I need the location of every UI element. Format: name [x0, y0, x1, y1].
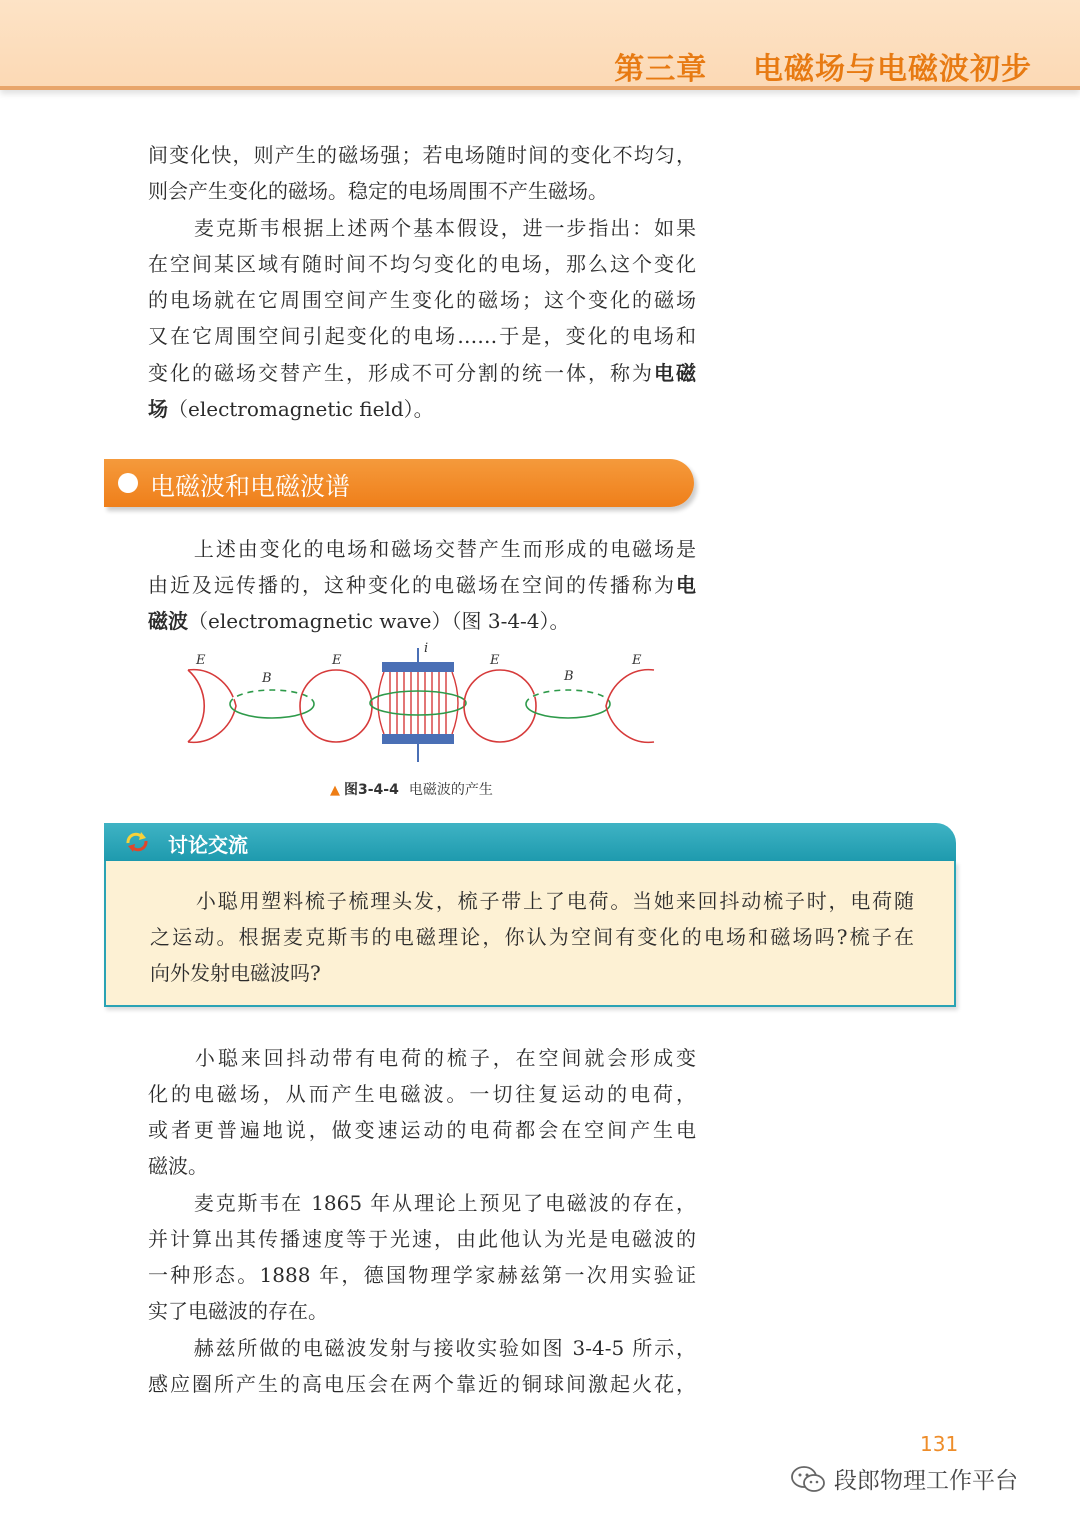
triangle-marker-icon: ▲	[330, 783, 340, 798]
figure-caption-text: 电磁波的产生	[408, 782, 493, 798]
discussion-header	[104, 823, 956, 861]
section-header	[104, 459, 694, 507]
paragraph-line: 变化的磁场交替产生，形成不可分割的统一体，称为电磁	[148, 361, 696, 385]
key-term: 电磁	[654, 361, 696, 385]
paragraph-line: 小聪来回抖动带有电荷的梳子，在空间就会形成变	[192, 1046, 696, 1070]
page-number: 131	[920, 1432, 959, 1456]
discussion-line: 小聪用塑料梳子梳理头发，梳子带上了电荷。当她来回抖动梳子时，电荷随	[194, 889, 914, 913]
watermark-text: 段郎物理工作平台	[834, 1468, 1018, 1494]
discussion-title: 讨论交流	[168, 833, 248, 857]
paragraph-line: 的电场就在它周围空间产生变化的磁场；这个变化的磁场	[148, 288, 696, 312]
paragraph-line: 间变化快，则产生的磁场强；若电场随时间的变化不均匀，	[148, 143, 696, 167]
wechat-icon	[790, 1464, 826, 1494]
chapter-title: 第三章 电磁场与电磁波初步	[614, 52, 1032, 87]
key-term: 场	[148, 397, 168, 421]
b-field-label: B	[564, 669, 574, 684]
paragraph-line: 化的电磁场，从而产生电磁波。一切往复运动的电荷，	[148, 1082, 696, 1106]
em-wave-diagram	[184, 640, 664, 770]
paragraph-line: 实了电磁波的存在。	[148, 1299, 328, 1323]
paragraph-line: 场（electromagnetic field）。	[148, 397, 434, 421]
key-term: 磁波	[148, 609, 188, 633]
paragraph-line: 一种形态。1888 年，德国物理学家赫兹第一次用实验证	[148, 1263, 696, 1287]
exchange-arrows-icon	[124, 831, 150, 853]
paragraph-line: 则会产生变化的磁场。稳定的电场周围不产生磁场。	[148, 179, 608, 203]
chapter-header-band	[0, 0, 1080, 90]
paragraph-line: 上述由变化的电场和磁场交替产生而形成的电磁场是	[192, 537, 696, 561]
electric-field-loop	[300, 670, 372, 742]
antenna-plate-bottom	[382, 734, 454, 744]
figure-number: 图3-4-4	[344, 782, 399, 798]
antenna-plate-top	[382, 662, 454, 672]
discussion-line: 之运动。根据麦克斯韦的电磁理论，你认为空间有变化的电场和磁场吗?梳子在	[150, 925, 914, 949]
e-field-label: E	[632, 653, 642, 668]
paragraph-line: 磁波。	[148, 1154, 208, 1178]
e-field-label: E	[332, 653, 342, 668]
paragraph-line: 赫兹所做的电磁波发射与接收实验如图 3-4-5 所示，	[192, 1336, 696, 1360]
discussion-box	[104, 823, 956, 1009]
paragraph-line: 感应圈所产生的高电压会在两个靠近的铜球间激起火花，	[148, 1372, 696, 1396]
e-field-label: E	[490, 653, 500, 668]
discussion-line: 向外发射电磁波吗?	[150, 961, 321, 985]
watermark	[790, 1462, 1018, 1495]
electric-field-loop	[188, 670, 204, 742]
paragraph-line: 麦克斯韦根据上述两个基本假设，进一步指出：如果	[192, 216, 696, 240]
figure-caption	[330, 779, 493, 799]
paragraph-line: 磁波（electromagnetic wave）（图 3-4-4）。	[148, 609, 570, 633]
paragraph-line: 麦克斯韦在 1865 年从理论上预见了电磁波的存在，	[192, 1191, 696, 1215]
b-field-label: B	[262, 671, 272, 686]
current-label: i	[424, 641, 429, 656]
electric-field-loop	[464, 670, 536, 742]
paragraph-line: 或者更普遍地说，做变速运动的电荷都会在空间产生电	[148, 1118, 696, 1142]
paragraph-line: 又在它周围空间引起变化的电场……于是，变化的电场和	[148, 324, 696, 348]
e-field-label: E	[196, 653, 206, 668]
bullet-dot-icon	[118, 473, 138, 493]
discussion-body	[104, 861, 956, 1007]
paragraph-line: 由近及远传播的，这种变化的电磁场在空间的传播称为电	[148, 573, 696, 597]
section-title: 电磁波和电磁波谱	[150, 472, 351, 501]
electric-field-loop	[606, 670, 654, 743]
paragraph-line: 并计算出其传播速度等于光速，由此他认为光是电磁波的	[148, 1227, 696, 1251]
paragraph-line: 在空间某区域有随时间不均匀变化的电场，那么这个变化	[148, 252, 696, 276]
key-term: 电	[676, 573, 696, 597]
